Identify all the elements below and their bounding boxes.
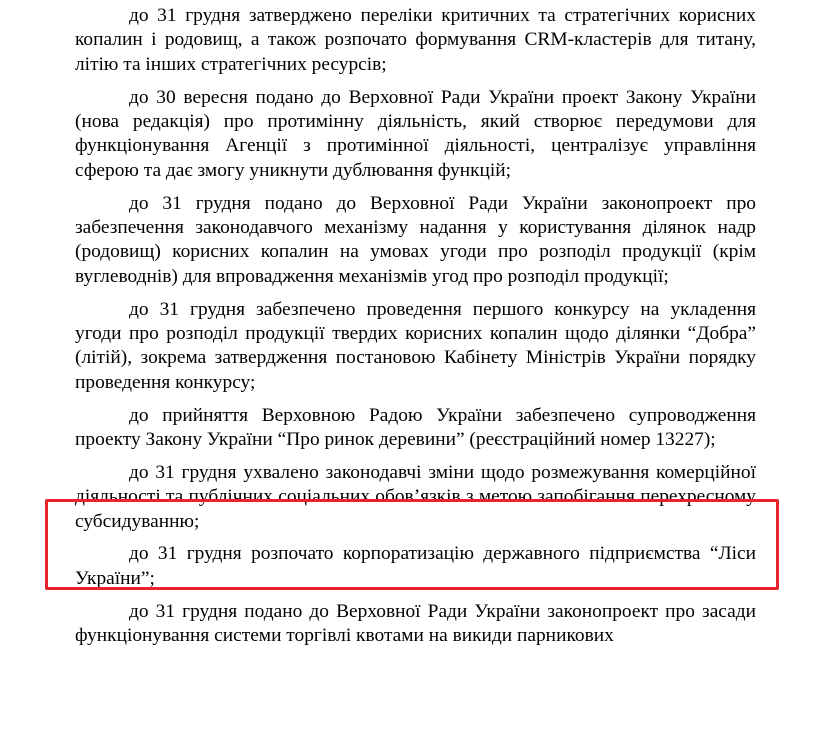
- paragraph-timber-market-law: до прийняття Верховною Радою України забезпечено супроводження проекту Закону України “Про ринок деревини” (реєстраційний номер 13227);: [75, 404, 756, 451]
- paragraph-critical-minerals: до 31 грудня затверджено переліки критичних та стратегічних корисних копалин і родовищ, а також розпочато формування CRM-кластерів для титану, літію та інших стратегічних ресурсів;: [75, 5, 756, 75]
- paragraph-forests-corporatization: до 31 грудня розпочато корпоратизацію державного підприємства “Ліси України”;: [75, 543, 756, 589]
- paragraph-dobra-tender: до 31 грудня забезпечено проведення першого конкурсу на укладення угоди про розподіл продукції твердих корисних копалин щодо ділянки “Добра” (літій), зокрема затвердження постановою Кабінету Міністрів України порядку проведення конкурсу;: [75, 298, 756, 393]
- paragraph-emissions-trading: до 31 грудня подано до Верховної Ради України законопроект про засади функціонування системи торгівлі квотами на викиди парникових: [75, 600, 756, 647]
- paragraph-cross-subsidy: до 31 грудня ухвалено законодавчі зміни щодо розмежування комерційної діяльності та публічних соціальних обов’язків з метою запобігання перехресному субсидуванню;: [75, 461, 756, 532]
- paragraph-mine-action-law: до 30 вересня подано до Верховної Ради України проект Закону України (нова редакція) про протимінну діяльність, який створює передумови для функціонування Агенції з протимінної діяльності, централізує управління сферою та дає змогу уникнути дублювання функцій;: [75, 86, 756, 181]
- document-body: [75, 4, 756, 648]
- paragraph-subsoil-psa-law: до 31 грудня подано до Верховної Ради України законопроект про забезпечення законодавчого механізму надання у користування ділянок надр (родовищ) корисних копалин на умовах угоди про розподіл продукції (крім вуглеводнів) для впровадження механізмів угод про розподіл продукції;: [75, 192, 756, 287]
